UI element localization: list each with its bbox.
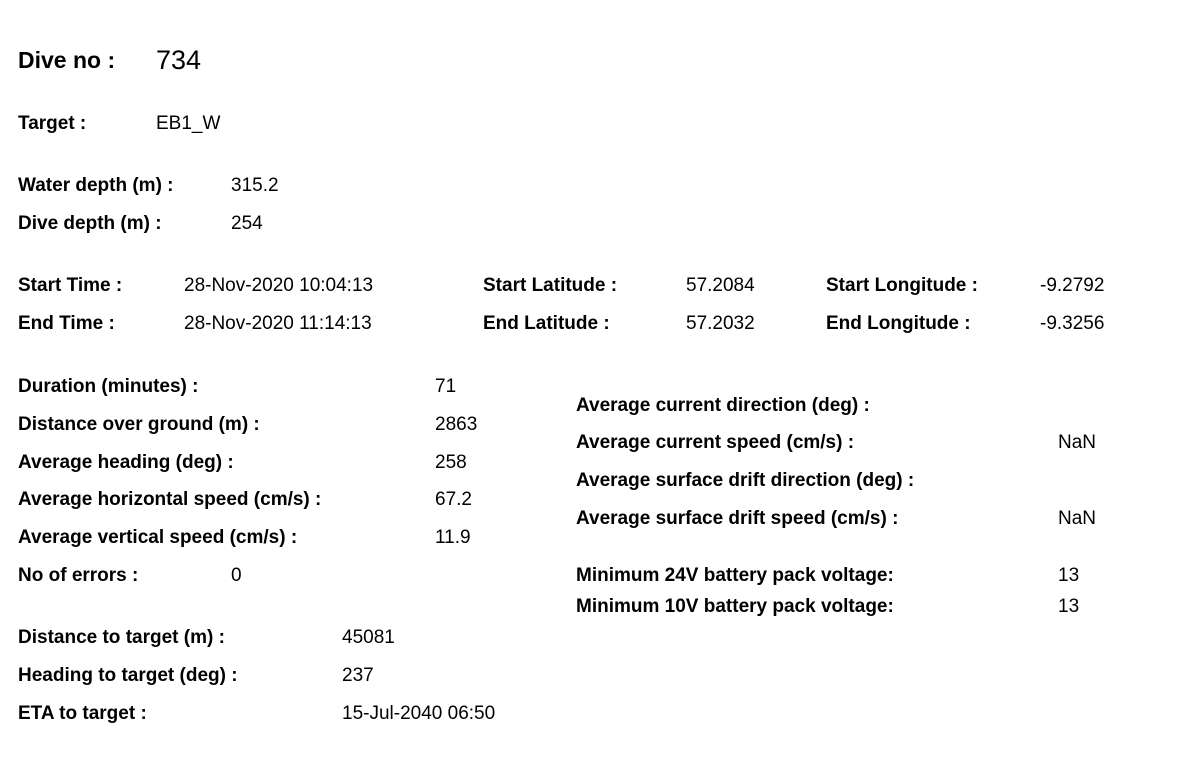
no-of-errors-label: No of errors :: [18, 565, 139, 586]
end-time-value: 28-Nov-2020 11:14:13: [184, 313, 372, 334]
avg-surface-drift-direction-label: Average surface drift direction (deg) :: [576, 470, 915, 491]
heading-to-target-value: 237: [342, 665, 374, 686]
dive-no-value: 734: [156, 45, 202, 75]
duration-label: Duration (minutes) :: [18, 376, 199, 397]
min-24v-battery-label: Minimum 24V battery pack voltage:: [576, 565, 894, 586]
avg-current-direction-label: Average current direction (deg) :: [576, 395, 870, 416]
avg-current-speed-value: NaN: [1058, 432, 1097, 453]
end-longitude-label: End Longitude :: [826, 313, 971, 334]
distance-over-ground-label: Distance over ground (m) :: [18, 414, 260, 435]
min-10v-battery-label: Minimum 10V battery pack voltage:: [576, 596, 894, 617]
start-latitude-label: Start Latitude :: [483, 275, 618, 296]
dive-no-label: Dive no :: [18, 47, 116, 73]
start-longitude-value: -9.2792: [1040, 275, 1105, 296]
average-horizontal-speed-value: 67.2: [435, 489, 472, 510]
average-vertical-speed-value: 11.9: [435, 527, 471, 548]
end-time-label: End Time :: [18, 313, 115, 334]
target-value: EB1_W: [156, 113, 221, 134]
water-depth-value: 315.2: [231, 175, 279, 196]
distance-over-ground-value: 2863: [435, 414, 478, 435]
heading-to-target-label: Heading to target (deg) :: [18, 665, 238, 686]
avg-surface-drift-speed-label: Average surface drift speed (cm/s) :: [576, 508, 899, 529]
dive-depth-value: 254: [231, 213, 263, 234]
dive-depth-label: Dive depth (m) :: [18, 213, 162, 234]
average-vertical-speed-label: Average vertical speed (cm/s) :: [18, 527, 298, 548]
end-latitude-label: End Latitude :: [483, 313, 610, 334]
distance-to-target-value: 45081: [342, 627, 395, 648]
eta-to-target-value: 15-Jul-2040 06:50: [342, 703, 496, 724]
avg-current-speed-label: Average current speed (cm/s) :: [576, 432, 855, 453]
end-latitude-value: 57.2032: [686, 313, 755, 334]
end-longitude-value: -9.3256: [1040, 313, 1105, 334]
avg-surface-drift-speed-value: NaN: [1058, 508, 1097, 529]
min-24v-battery-value: 13: [1058, 565, 1080, 586]
duration-value: 71: [435, 376, 457, 397]
average-heading-value: 258: [435, 452, 467, 473]
start-latitude-value: 57.2084: [686, 275, 755, 296]
average-horizontal-speed-label: Average horizontal speed (cm/s) :: [18, 489, 322, 510]
average-heading-label: Average heading (deg) :: [18, 452, 234, 473]
no-of-errors-value: 0: [231, 565, 242, 586]
start-longitude-label: Start Longitude :: [826, 275, 978, 296]
target-label: Target :: [18, 113, 87, 134]
distance-to-target-label: Distance to target (m) :: [18, 627, 225, 648]
eta-to-target-label: ETA to target :: [18, 703, 147, 724]
water-depth-label: Water depth (m) :: [18, 175, 174, 196]
start-time-value: 28-Nov-2020 10:04:13: [184, 275, 374, 296]
min-10v-battery-value: 13: [1058, 596, 1080, 617]
start-time-label: Start Time :: [18, 275, 123, 296]
